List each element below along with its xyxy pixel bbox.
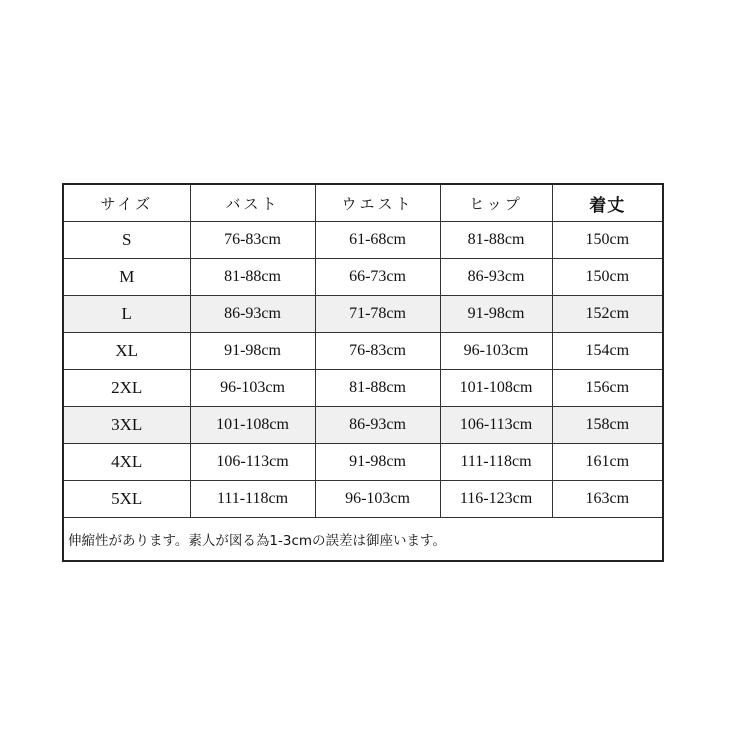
hip-cell: 96-103cm [440, 333, 552, 370]
waist-cell: 81-88cm [315, 370, 440, 407]
table-row [63, 444, 663, 481]
table-row [63, 481, 663, 518]
header-bust: バスト [190, 184, 315, 222]
size-cell: XL [63, 333, 190, 370]
size-cell: S [63, 222, 190, 259]
bust-cell: 101-108cm [190, 407, 315, 444]
bust-cell: 111-118cm [190, 481, 315, 518]
waist-cell: 86-93cm [315, 407, 440, 444]
length-cell: 158cm [552, 407, 663, 444]
length-cell: 154cm [552, 333, 663, 370]
note-row [63, 518, 663, 562]
hip-cell: 86-93cm [440, 259, 552, 296]
waist-cell: 61-68cm [315, 222, 440, 259]
length-cell: 150cm [552, 222, 663, 259]
header-length: 着丈 [552, 184, 663, 222]
hip-cell: 111-118cm [440, 444, 552, 481]
waist-cell: 96-103cm [315, 481, 440, 518]
bust-cell: 91-98cm [190, 333, 315, 370]
table-row [63, 259, 663, 296]
bust-cell: 81-88cm [190, 259, 315, 296]
length-cell: 152cm [552, 296, 663, 333]
bust-cell: 106-113cm [190, 444, 315, 481]
length-cell: 163cm [552, 481, 663, 518]
table-row [63, 222, 663, 259]
header-waist: ウエスト [315, 184, 440, 222]
bust-cell: 86-93cm [190, 296, 315, 333]
hip-cell: 101-108cm [440, 370, 552, 407]
waist-cell: 91-98cm [315, 444, 440, 481]
waist-cell: 76-83cm [315, 333, 440, 370]
waist-cell: 71-78cm [315, 296, 440, 333]
length-cell: 161cm [552, 444, 663, 481]
table-row [63, 296, 663, 333]
waist-cell: 66-73cm [315, 259, 440, 296]
hip-cell: 106-113cm [440, 407, 552, 444]
header-size: サイズ [63, 184, 190, 222]
hip-cell: 81-88cm [440, 222, 552, 259]
stretch-note: 伸縮性があります。素人が図る為1-3cmの誤差は御座います。 [63, 518, 663, 562]
bust-cell: 76-83cm [190, 222, 315, 259]
bust-cell: 96-103cm [190, 370, 315, 407]
length-cell: 156cm [552, 370, 663, 407]
size-cell: 3XL [63, 407, 190, 444]
table-row [63, 333, 663, 370]
size-cell: L [63, 296, 190, 333]
length-cell: 150cm [552, 259, 663, 296]
table-row [63, 407, 663, 444]
size-cell: 5XL [63, 481, 190, 518]
size-cell: M [63, 259, 190, 296]
header-hip: ヒップ [440, 184, 552, 222]
hip-cell: 116-123cm [440, 481, 552, 518]
size-cell: 2XL [63, 370, 190, 407]
hip-cell: 91-98cm [440, 296, 552, 333]
table-row [63, 370, 663, 407]
header-row [63, 184, 663, 222]
size-cell: 4XL [63, 444, 190, 481]
size-chart-table [62, 183, 664, 562]
